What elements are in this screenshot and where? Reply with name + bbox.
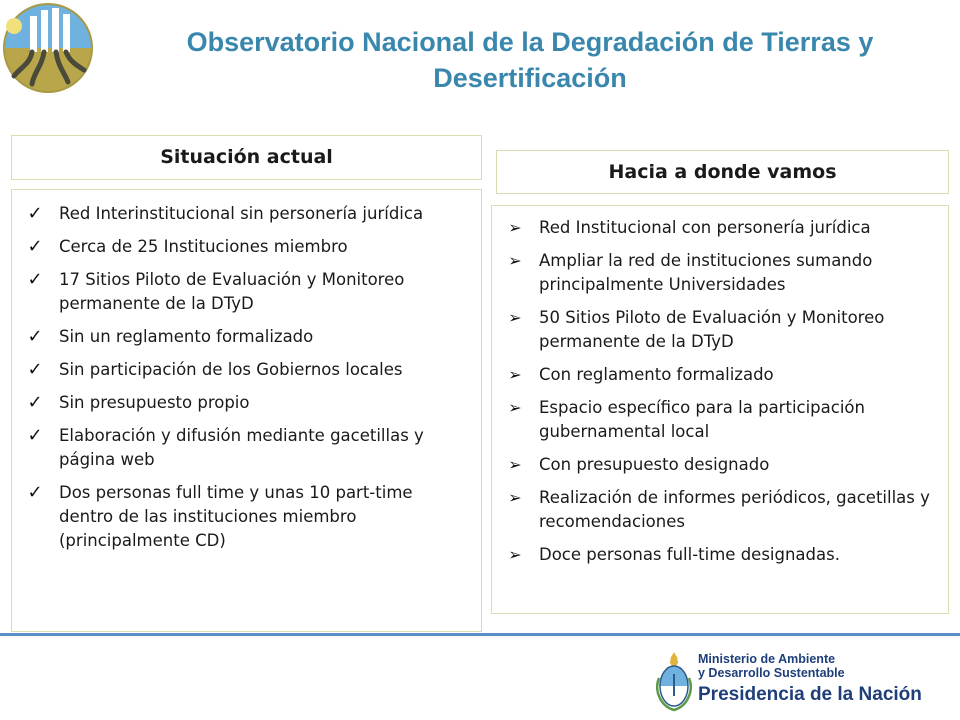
arrow-bullet-icon: ➢ bbox=[508, 365, 522, 384]
ministry-branding bbox=[698, 652, 960, 707]
list-item-text: Red Interinstitucional sin personería jurídica bbox=[59, 204, 424, 223]
list-item-text: Espacio específico para la participación gubernamental local bbox=[539, 398, 865, 441]
list-item bbox=[24, 424, 471, 472]
list-item-text: 50 Sitios Piloto de Evaluación y Monitoreo permanente de la DTyD bbox=[539, 308, 885, 351]
checkmark-icon: ✓ bbox=[27, 392, 43, 413]
presidencia-label: Presidencia de la Nación bbox=[698, 684, 922, 705]
list-item bbox=[504, 396, 938, 444]
observatory-logo-icon bbox=[2, 2, 94, 94]
list-item bbox=[24, 481, 471, 553]
footer-divider bbox=[0, 633, 960, 636]
arrow-bullet-icon: ➢ bbox=[508, 398, 522, 417]
list-item bbox=[504, 543, 938, 567]
arrow-bullet-icon: ➢ bbox=[508, 545, 522, 564]
list-item-text: Elaboración y difusión mediante gacetillas y página web bbox=[59, 426, 424, 469]
hacia-donde-vamos-list bbox=[504, 216, 938, 567]
list-item-text: Doce personas full-time designadas. bbox=[539, 545, 840, 564]
checkmark-icon: ✓ bbox=[27, 203, 43, 224]
list-item bbox=[24, 391, 471, 415]
checkmark-icon: ✓ bbox=[27, 359, 43, 380]
arrow-bullet-icon: ➢ bbox=[508, 488, 522, 507]
list-item-text: Dos personas full time y unas 10 part-time dentro de las instituciones miembro (principalmente CD) bbox=[59, 483, 413, 550]
list-item bbox=[504, 453, 938, 477]
list-item-text: Red Institucional con personería jurídica bbox=[539, 218, 871, 237]
list-item-text: Realización de informes periódicos, gacetillas y recomendaciones bbox=[539, 488, 930, 531]
list-item-text: Ampliar la red de instituciones sumando principalmente Universidades bbox=[539, 251, 873, 294]
hacia-donde-vamos-panel bbox=[491, 205, 949, 614]
list-item bbox=[24, 202, 471, 226]
list-item bbox=[504, 216, 938, 240]
checkmark-icon: ✓ bbox=[27, 482, 43, 503]
list-item bbox=[504, 486, 938, 534]
list-item-text: Sin presupuesto propio bbox=[59, 393, 250, 412]
checkmark-icon: ✓ bbox=[27, 326, 43, 347]
checkmark-icon: ✓ bbox=[27, 269, 43, 290]
ministry-line1: Ministerio de Ambiente bbox=[698, 652, 836, 666]
list-item bbox=[504, 249, 938, 297]
situacion-actual-panel bbox=[11, 189, 482, 632]
list-item bbox=[504, 306, 938, 354]
situacion-actual-list bbox=[24, 202, 471, 553]
list-item-text: Con presupuesto designado bbox=[539, 455, 770, 474]
list-item bbox=[504, 363, 938, 387]
arrow-bullet-icon: ➢ bbox=[508, 308, 522, 327]
list-item-text: Sin participación de los Gobiernos locales bbox=[59, 360, 403, 379]
arrow-bullet-icon: ➢ bbox=[508, 218, 522, 237]
list-item-text: Con reglamento formalizado bbox=[539, 365, 774, 384]
list-item-text: Sin un reglamento formalizado bbox=[59, 327, 314, 346]
page-title: Observatorio Nacional de la Degradación de Tierras y Desertificación bbox=[186, 27, 874, 93]
checkmark-icon: ✓ bbox=[27, 236, 43, 257]
arrow-bullet-icon: ➢ bbox=[508, 455, 522, 474]
arrow-bullet-icon: ➢ bbox=[508, 251, 522, 270]
list-item-text: 17 Sitios Piloto de Evaluación y Monitoreo permanente de la DTyD bbox=[59, 270, 405, 313]
list-item bbox=[24, 268, 471, 316]
list-item bbox=[24, 235, 471, 259]
list-item-text: Cerca de 25 Instituciones miembro bbox=[59, 237, 348, 256]
list-item bbox=[24, 325, 471, 349]
list-item bbox=[24, 358, 471, 382]
situacion-actual-heading: Situación actual bbox=[11, 135, 482, 180]
checkmark-icon: ✓ bbox=[27, 425, 43, 446]
hacia-donde-vamos-heading: Hacia a donde vamos bbox=[496, 150, 949, 194]
ministry-line2: y Desarrollo Sustentable bbox=[698, 666, 845, 680]
coat-of-arms-icon bbox=[656, 650, 692, 712]
